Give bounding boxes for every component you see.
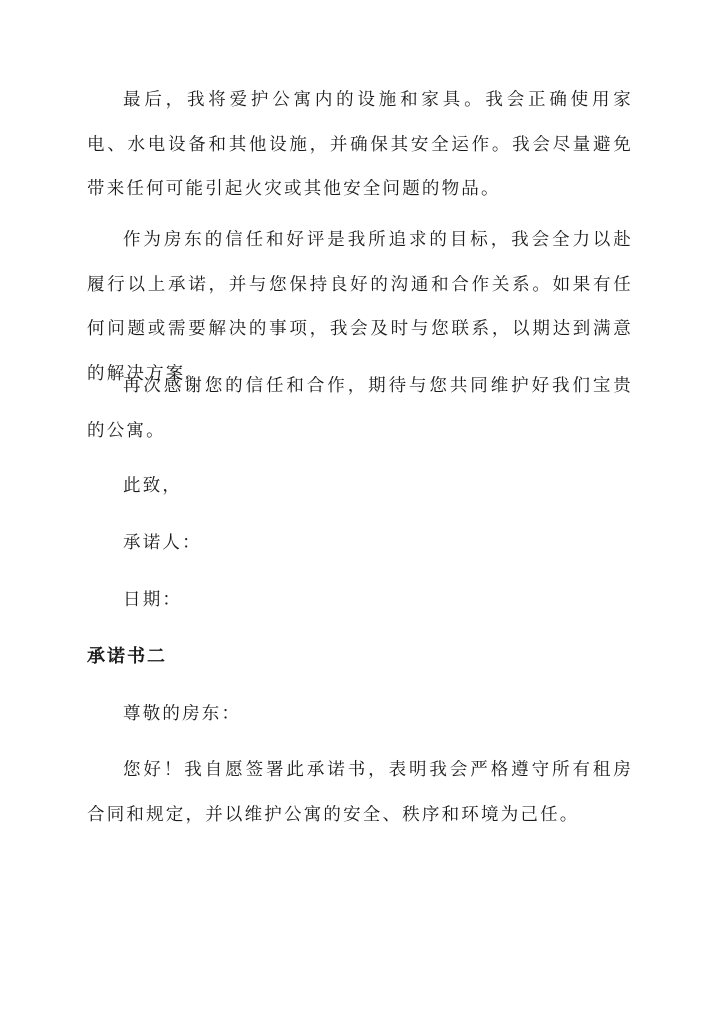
paragraph-commitment-goal: 作为房东的信任和好评是我所追求的目标，我会全力以赴履行以上承诺，并与您保持良好的沟通和合作关系。如果有任何问题或需要解决的事项，我会及时与您联系，以期达到满意的解决方案。 [87,230,633,384]
date-label: 日期： [123,590,183,610]
closing-text: 此致， [123,476,183,496]
paragraph-thanks: 再次感谢您的信任和合作，期待与您共同维护好我们宝贵的公寓。 [87,376,633,441]
paragraph-agreement: 您好！我自愿签署此承诺书，表明我会严格遵守所有租房合同和规定，并以维护公寓的安全、秩序和环境为己任。 [87,760,633,825]
section-title: 承诺书二 [87,646,167,667]
salutation-text: 尊敬的房东： [123,704,242,724]
paragraph-facilities-care: 最后，我将爱护公寓内的设施和家具。我会正确使用家电、水电设备和其他设施，并确保其安全运作。我会尽量避免带来任何可能引起火灾或其他安全问题的物品。 [87,90,633,199]
promisor-label: 承诺人： [123,533,202,553]
